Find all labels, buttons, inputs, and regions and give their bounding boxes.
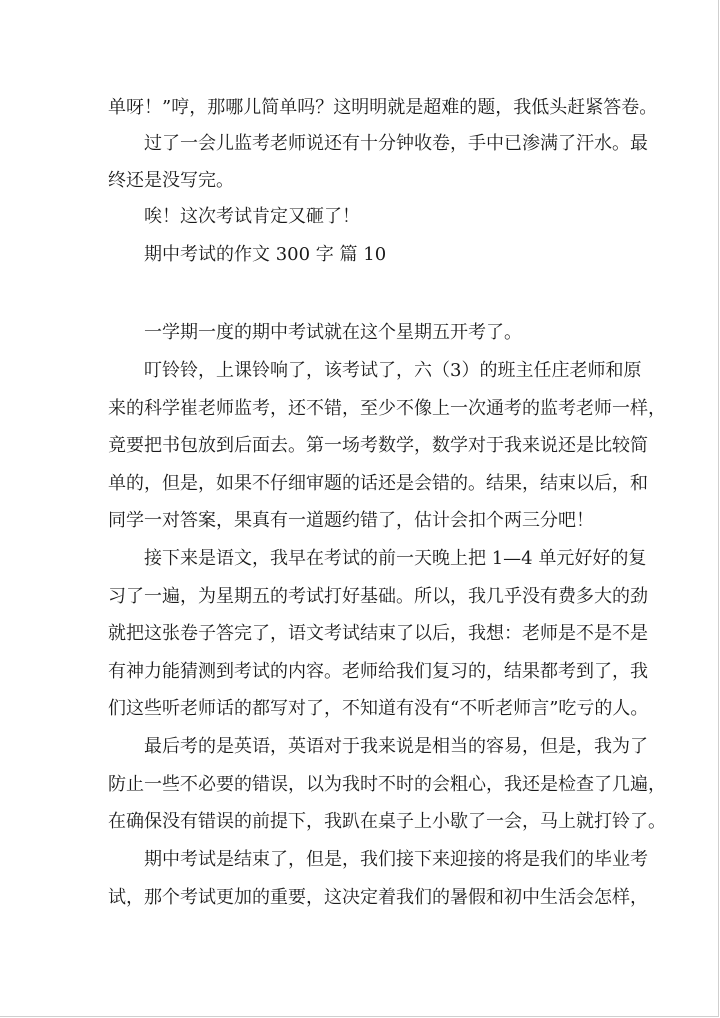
text-line: 在确保没有错误的前提下，我趴在桌子上小歇了一会，马上就打铃了。 bbox=[108, 811, 666, 832]
text-line: 一学期一度的期中考试就在这个星期五开考了。 bbox=[144, 322, 522, 343]
text-line: 单呀！”哼，那哪儿简单吗？这明明就是超难的题，我低头赶紧答卷。 bbox=[108, 97, 658, 118]
text-line: 过了一会儿监考老师说还有十分钟收卷，手中已渗满了汗水。最 bbox=[144, 133, 648, 154]
text-line: 最后考的是英语，英语对于我来说是相当的容易，但是，我为了 bbox=[144, 736, 648, 757]
text-line: 接下来是语文，我早在考试的前一天晚上把 1—4 单元好好的复 bbox=[144, 548, 647, 569]
text-line: 竟要把书包放到后面去。第一场考数学，数学对于我来说还是比较简 bbox=[108, 435, 648, 456]
text-line: 来的科学崔老师监考，还不错，至少不像上一次通考的监考老师一样， bbox=[108, 398, 666, 419]
text-line: 防止一些不必要的错误，以为我时不时的会粗心，我还是检查了几遍， bbox=[108, 774, 666, 795]
text-line: 唉！这次考试肯定又砸了！ bbox=[144, 206, 360, 227]
text-line: 们这些听老师话的都写对了，不知道有没有“不听老师言”吃亏的人。 bbox=[108, 698, 649, 719]
text-line: 终还是没写完。 bbox=[108, 170, 234, 191]
text-line: 试，那个考试更加的重要，这决定着我们的暑假和初中生活会怎样， bbox=[108, 887, 648, 908]
text-line: 单的，但是，如果不仔细审题的话还是会错的。结果，结束以后，和 bbox=[108, 473, 648, 494]
text-line: 同学一对答案，果真有一道题约错了，估计会扣个两三分吧！ bbox=[108, 510, 594, 531]
text-line: 期中考试是结束了，但是，我们接下来迎接的将是我们的毕业考 bbox=[144, 849, 648, 870]
text-line: 叮铃铃，上课铃响了，该考试了，六（3）的班主任庄老师和原 bbox=[144, 360, 642, 381]
text-line: 就把这张卷子答完了，语文考试结束了以后，我想：老师是不是不是 bbox=[108, 623, 648, 644]
text-line: 有神力能猜测到考试的内容。老师给我们复习的，结果都考到了，我 bbox=[108, 661, 648, 682]
text-line: 习了一遍，为星期五的考试打好基础。所以，我几乎没有费多大的劲 bbox=[108, 586, 648, 607]
section-heading: 期中考试的作文 300 字 篇 10 bbox=[144, 244, 387, 265]
